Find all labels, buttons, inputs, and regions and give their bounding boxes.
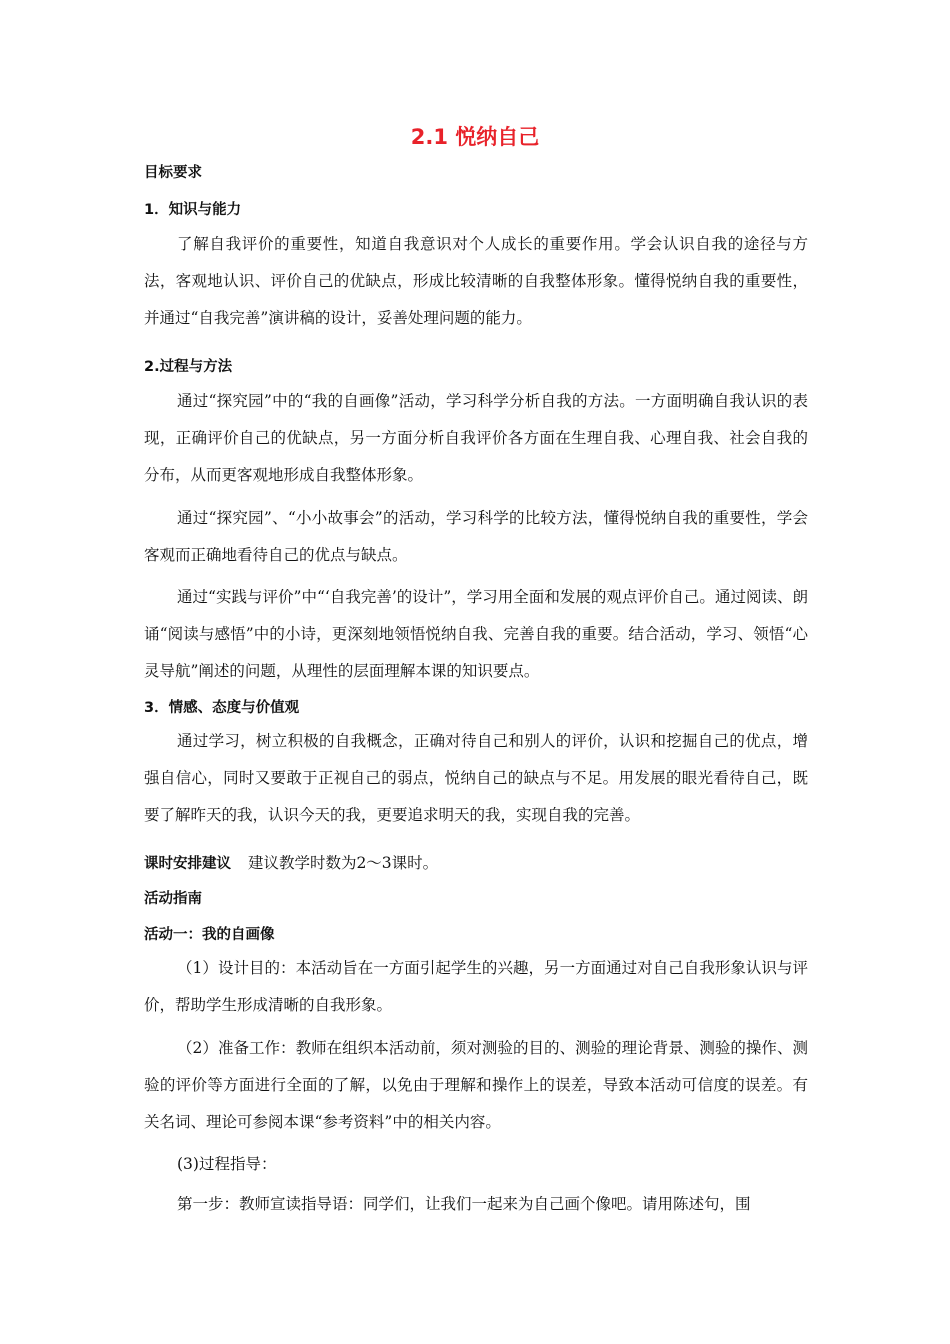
document-title: 2.1 悦纳自己 xyxy=(410,125,540,149)
schedule-line xyxy=(144,852,438,875)
guide-heading: 活动指南 xyxy=(144,891,202,907)
process-paragraph-1: 通过“探究园”中的“我的自画像”活动，学习科学分析自我的方法。一方面明确自我认识的表现，正确评价自己的优缺点，另一方面分析自我评价各方面在生理自我、心理自我、社会自我的分布，从而更客观地形成自我整体形象。 xyxy=(144,392,808,485)
activity1-purpose: （1）设计目的：本活动旨在一方面引起学生的兴趣，另一方面通过对自己自我形象认识与评价，帮助学生形成清晰的自我形象。 xyxy=(144,959,808,1015)
values-paragraph: 通过学习，树立积极的自我概念，正确对待自己和别人的评价，认识和挖掘自己的优点，增强自信心，同时又要敢于正视自己的弱点，悦纳自己的缺点与不足。用发展的眼光看待自己，既要了解昨天的我，认识今天的我，更要追求明天的我，实现自我的完善。 xyxy=(144,732,808,825)
schedule-label: 课时安排建议 xyxy=(144,856,231,872)
activity1-process-label: (3)过程指导： xyxy=(177,1155,277,1173)
knowledge-heading: 1．知识与能力 xyxy=(144,202,242,218)
activity1-heading: 活动一：我的自画像 xyxy=(144,927,275,943)
goals-heading: 目标要求 xyxy=(144,165,202,181)
schedule-text: 建议教学时数为2～3课时。 xyxy=(247,854,439,872)
activity1-step1: 第一步：教师宣读指导语：同学们，让我们一起来为自己画个像吧。请用陈述句，围 xyxy=(177,1195,751,1213)
process-heading: 2.过程与方法 xyxy=(144,359,233,375)
values-heading: 3．情感、态度与价值观 xyxy=(144,700,300,716)
activity1-preparation: （2）准备工作：教师在组织本活动前，须对测验的目的、测验的理论背景、测验的操作、测验的评价等方面进行全面的了解，以免由于理解和操作上的误差，导致本活动可信度的误差。有关名词、理论可参阅本课“参考资料”中的相关内容。 xyxy=(144,1039,808,1132)
process-paragraph-2: 通过“探究园”、“小小故事会”的活动，学习科学的比较方法，懂得悦纳自我的重要性，学会客观而正确地看待自己的优点与缺点。 xyxy=(144,509,808,565)
process-paragraph-3: 通过“实践与评价”中“‘自我完善’的设计”，学习用全面和发展的观点评价自己。通过阅读、朗诵“阅读与感悟”中的小诗，更深刻地领悟悦纳自我、完善自我的重要。结合活动，学习、领悟“心灵导航”阐述的问题，从理性的层面理解本课的知识要点。 xyxy=(144,588,808,681)
knowledge-paragraph: 了解自我评价的重要性，知道自我意识对个人成长的重要作用。学会认识自我的途径与方法，客观地认识、评价自己的优缺点，形成比较清晰的自我整体形象。懂得悦纳自我的重要性，并通过“自我完善”演讲稿的设计，妥善处理问题的能力。 xyxy=(144,235,808,328)
